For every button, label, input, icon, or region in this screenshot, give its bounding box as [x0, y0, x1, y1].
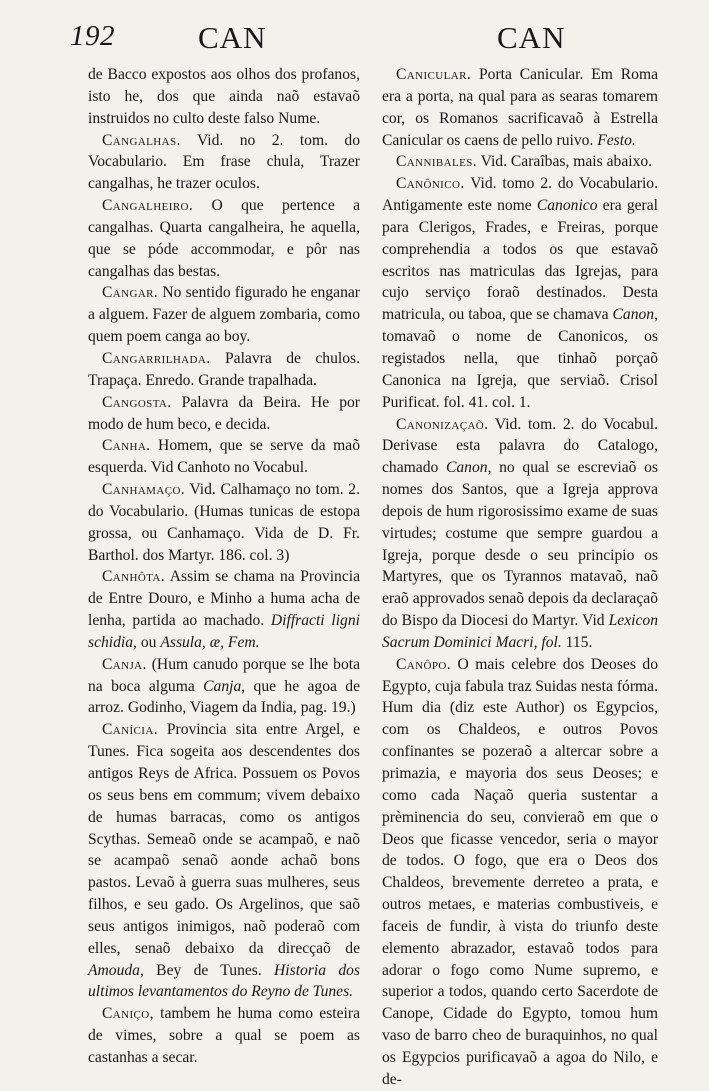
- entry-headword: Cangalhas.: [102, 131, 181, 149]
- entry-text: Palavra de chulos. Trapaça. Enredo. Grande trapalhada.: [88, 349, 360, 389]
- dictionary-entry: [88, 654, 360, 720]
- entry-italic-text: Assula, æ, Fem.: [160, 633, 260, 651]
- dictionary-entry: [382, 64, 658, 151]
- dictionary-entry: [382, 173, 658, 413]
- entry-italic-text: Canja: [203, 677, 242, 695]
- entry-italic-text: Festo.: [597, 131, 636, 149]
- entry-text: O mais celebre dos Deoses do Egypto, cuja fabula traz Suidas nesta fórma. Hum dia (diz este Author) os Egypcios, com os Chaldeos, e outros Povos confinantes se pozeraõ a altercar sobre a primazia, e mayoria dos seus Deoses; e como cada Naçaõ queria sustentar a prèminencia do seu, convieraõ em que o Deos que ficasse vencedor, seria o mayor de todos. O fogo, que era o Deos dos Chaldeos, brevemente derreteo a prata, e outros metaes, e materias combustiveis, e faceis de fundir, à vista do triunfo deste elemento abrazador, estavaõ todos para adorar o fogo como Nume supremo, e superior a todos, quando certo Sacerdote de Canope, Cidade do Egypto, tomou hum vaso de barro cheo de buraquinhos, no qual os Egypcios purificavaõ a agoa do Nilo, e de-: [382, 655, 658, 1088]
- entry-italic-text: Canon: [445, 459, 488, 477]
- entry-italic-text: Historia dos ultimos levantamentos do Reyno de Tunes.: [88, 961, 360, 1001]
- entry-text: , que he agoa de arroz. Godinho, Viagem da India, pag. 19.): [88, 677, 360, 717]
- entry-headword: Canicular.: [396, 66, 472, 83]
- dictionary-entry: [88, 392, 360, 436]
- dictionary-entry: [88, 719, 360, 1003]
- dictionary-entry: [88, 435, 360, 479]
- dictionary-entry: [88, 479, 360, 566]
- page-number: 192: [70, 20, 115, 52]
- entry-text: Assim se chama na Provincia de Entre Douro, e Minho a huma acha de lenha, partida ao machado.: [88, 568, 360, 630]
- entry-italic-text: Diffracti ligni schidia: [88, 612, 360, 651]
- entry-text: Vid. Caraîbas, mais abaixo.: [477, 153, 653, 171]
- entry-italic-text: Canonico: [536, 197, 598, 215]
- entry-text: Provincia sita entre Argel, e Tunes. Fica sogeita aos descendentes dos antigos Reys de Africa. Possuem os Povos os seus bens em commum; vivem debaixo de humas barracas, como os antigos Scythas. Semeaõ onde se acampaõ, e naõ se acampaõ senaõ aonde achaõ bons pastos. Levaõ à guerra suas mulheres, seus filhos, e seu gado. Os Argelinos, que saõ seus antigos inimigos, naõ poderaõ com elles, senaõ debaixo da direcçaõ de: [88, 721, 360, 957]
- entry-headword: Cangar.: [102, 284, 159, 302]
- right-running-head: CAN: [497, 20, 566, 55]
- entry-headword: Cannibales.: [396, 153, 478, 171]
- dictionary-entry: [88, 1003, 360, 1069]
- entry-headword: Caniço,: [102, 1005, 154, 1023]
- entry-headword: Canha.: [102, 437, 151, 455]
- right-column: [382, 64, 658, 1091]
- entry-text: O que pertence a cangalhas. Quarta cangalheira, he aquella, que se póde accommodar, e pôr nas cangalhas das bestas.: [88, 197, 360, 280]
- entry-text: , tomavaõ o nome de Canonicos, os registados nella, que tinhaõ porçaõ Canonica na Igreja, que serviaõ. Crisol Purificat. fol. 41. col. 1.: [382, 306, 658, 411]
- entry-headword: Cangosta.: [102, 393, 172, 411]
- entry-text: era geral para Clerigos, Frades, e Freiras, porque comprehendia a todos os que estavaõ escritos nas matriculas das Igrejas, para cujo serviço foraõ destinados. Desta matricula, ou taboa, que se chamava: [382, 197, 658, 324]
- entry-italic-text: Canon: [612, 306, 655, 324]
- entry-italic-text: Lexicon Sacrum Dominici Macri, fol.: [382, 612, 658, 651]
- dictionary-entry: [88, 130, 360, 196]
- dictionary-entry: [88, 348, 360, 392]
- left-running-head: CAN: [198, 20, 267, 55]
- entry-headword: Canícia.: [102, 721, 158, 739]
- entry-headword: Canôpo.: [396, 655, 451, 673]
- entry-text: Vid. tom. 2. do Vocabul. Derivase esta palavra do Catalogo, chamado: [382, 415, 658, 477]
- dictionary-entry: [88, 195, 360, 282]
- entry-text: , Bey de Tunes.: [139, 961, 275, 979]
- entry-text: 115.: [561, 633, 593, 651]
- entry-text: , ou: [133, 633, 161, 651]
- entry-text: tambem he huma como esteira de vimes, sobre a qual se poem as castanhas a secar.: [88, 1005, 360, 1066]
- dictionary-entry: [382, 414, 658, 654]
- entry-text: Vid. no 2. tom. do Vocabulario. Em frase chula, Trazer cangalhas, he trazer oculos.: [88, 131, 360, 193]
- entry-text: Porta Canicular. Em Roma era a porta, na qual para as searas tomarem cor, os Romanos sacrificavaõ à Estrella Canicular os caens de pello ruivo.: [382, 66, 658, 149]
- entry-text: Vid. Calhamaço no tom. 2. do Vocabulario. (Humas tunicas de estopa grossa, ou Canhamaço. Vida de D. Fr. Barthol. dos Martyr. 186. col. 3): [88, 481, 360, 564]
- entry-headword: Canhôta.: [102, 568, 166, 586]
- entry-headword: Cangalheiro.: [102, 197, 194, 215]
- page-header: [70, 14, 649, 60]
- entry-text: (Hum canudo porque se lhe bota na boca alguma: [88, 655, 360, 695]
- continuation-text: de Bacco expostos aos olhos dos profanos, isto he, dos que ainda naõ estavaõ instruidos no culto deste falso Nume.: [88, 66, 360, 127]
- entry-headword: Canja.: [102, 655, 147, 673]
- entry-text: Vid. tomo 2. do Vocabulario. Antigamente este nome: [382, 175, 658, 215]
- entry-text: Homem, que se serve da maõ esquerda. Vid Canhoto no Vocabul.: [88, 437, 360, 477]
- dictionary-entry: [382, 151, 658, 173]
- left-column: [88, 64, 360, 1069]
- entry-text: , no qual se escreviaõ os nomes dos Santos, que a Igreja approva depois de hum rigorosissimo exame de suas virtudes; costume que sempre guardou a Igreja, porque desde o seu principio os Martyres, que os Tyrannos matavaõ, naõ eraõ approvados senaõ depois da declaraçaõ do Bispo da Diocesi do Martyr. Vid: [382, 459, 659, 630]
- entry-italic-text: Amouda: [88, 961, 140, 979]
- entry-headword: Cangarrilhada.: [102, 349, 211, 367]
- entry-text: Palavra da Beira. He por modo de hum beco, e decida.: [88, 393, 360, 433]
- entry-headword: Canhamaço.: [102, 481, 186, 499]
- entry-headword: Canonizaçaõ.: [396, 415, 489, 433]
- dictionary-entry: [382, 654, 658, 1091]
- entry-text: No sentido figurado he enganar a alguem. Fazer de alguem zombaria, como quem poem canga ao boy.: [88, 284, 360, 346]
- dictionary-entry: [88, 566, 360, 653]
- dictionary-entry: [88, 282, 360, 348]
- entry-headword: Canônico.: [396, 175, 465, 193]
